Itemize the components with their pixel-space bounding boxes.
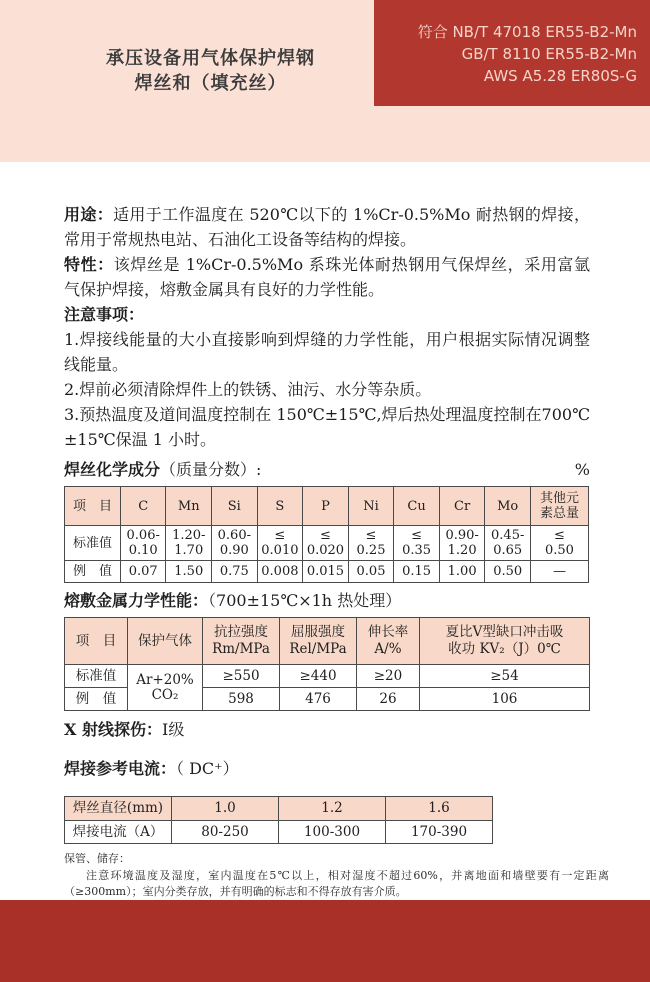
usage-paragraph [64,202,590,252]
cell-line: 0.45- [491,528,525,543]
cell-line: 0.020 [306,543,345,558]
mech-header-gas: 保护气体 [128,618,203,665]
mech-header-impact [420,618,590,665]
product-title-line2: 焊丝和（填充丝） [134,73,287,94]
cell-line: ≤ [554,528,565,543]
mech-ex-elongation: 26 [357,688,420,711]
cell-line: 素总量 [539,506,579,521]
main-content [0,162,650,844]
standard-gbt: GB/T 8110 ER55-B2-Mn [461,45,637,63]
note-2: 2.焊前必须清除焊件上的铁锈、油污、水分等杂质。 [64,380,432,399]
chem-std-mn [166,526,212,561]
mech-header-row [65,618,590,665]
usage-text: 适用于工作温度在 520℃以下的 1%Cr-0.5%Mo 耐热钢的焊接，常用于常规热电站、石油化工设备等结构的焊接。 [64,205,590,249]
cell-line: 屈服强度 [291,624,345,640]
cell-line: 0.25 [356,543,386,558]
chem-example-label: 例 值 [65,561,121,583]
chem-std-ni [348,526,394,561]
cell-line: 0.06- [126,528,160,543]
mech-label: 熔敷金属力学性能： [64,591,209,610]
mech-std-elongation: ≥20 [357,665,420,688]
chem-section-title [64,458,590,482]
cell-line: Rm/MPa [212,641,270,657]
cell-line: 1.20 [447,543,477,558]
chem-ex-si: 0.75 [212,561,258,583]
chem-label-suffix: （质量分数）: [160,460,262,479]
chem-header-cr: Cr [439,487,485,526]
notes-label: 注意事项： [64,305,145,324]
cell-line: 夏比V型缺口冲击吸 [445,624,564,640]
cell-line: 0.90 [219,543,249,558]
chem-std-cu [394,526,440,561]
chem-ex-cu: 0.15 [394,561,440,583]
usage-label: 用途： [64,205,114,224]
current-value-d10: 80-250 [172,821,279,844]
cell-line: ≤ [274,528,286,543]
cell-line: 伸长率 [367,624,409,640]
feature-text: 该焊丝是 1%Cr-0.5%Mo 系珠光体耐热钢用气保焊丝，采用富氩气保护焊接，熔敷金属具有良好的力学性能。 [64,255,590,299]
xray-line [64,718,590,741]
chem-std-s [257,526,303,561]
cell-line: 1.20- [172,528,206,543]
note-1: 1.焊接线能量的大小直接影响到焊缝的力学性能，用户根据实际情况调整线能量。 [64,330,590,374]
chem-header-mn: Mn [166,487,212,526]
feature-paragraph [64,252,590,302]
chem-std-mo [485,526,531,561]
mech-ex-yield: 476 [280,688,357,711]
welding-current-table [64,796,493,844]
chem-standard-row [65,526,589,561]
mech-header-yield [280,618,357,665]
cell-line: 0.35 [402,543,432,558]
cell-line: 0.65 [493,543,523,558]
storage-text: 注意环境温度及湿度，室内温度在5℃以上，相对湿度不超过60%，并离地面和墙壁要有一定距离（≥300mm）；室内分类存放，并有明确的标志和不得存放有害介质。 [64,869,609,898]
mech-std-yield: ≥440 [280,665,357,688]
cell-line: 0.10 [128,543,158,558]
current-label: 焊接参考电流： [64,759,177,778]
current-header-diameter: 焊丝直径(mm) [65,797,172,821]
mech-title-text [64,589,401,613]
mech-label-suffix: （700±15℃×1h 热处理） [208,591,402,610]
storage-label: 保管、储存： [64,852,130,865]
chem-std-cr [439,526,485,561]
mech-header-item: 项 目 [65,618,128,665]
current-header-row [65,797,493,821]
mech-ex-tensile: 598 [203,688,280,711]
xray-value: Ⅰ级 [162,720,185,739]
note-3: 3.预热温度及道间温度控制在 150℃±15℃,焊后热处理温度控制在700℃±15℃保温 1 小时。 [64,405,590,449]
chem-header-cu: Cu [394,487,440,526]
product-title-line1: 承压设备用气体保护焊钢 [106,48,315,69]
chem-header-s: S [257,487,303,526]
feature-label: 特性： [64,255,114,274]
chem-unit: % [574,460,590,479]
standard-aws: AWS A5.28 ER80S-G [483,67,637,85]
footer-red-bar [0,900,650,982]
mech-std-label: 标准值 [65,665,128,688]
current-value-d16: 170-390 [386,821,493,844]
chem-ex-c: 0.07 [120,561,166,583]
cell-line: 收功 KV₂（J）0℃ [448,641,561,657]
mech-std-impact: ≥54 [420,665,590,688]
current-header-d12: 1.2 [279,797,386,821]
current-value-d12: 100-300 [279,821,386,844]
chem-std-other [530,526,588,561]
current-line [64,757,590,780]
current-row-label: 焊接电流（A） [65,821,172,844]
cell-line: Rel/MPa [289,641,347,657]
cell-line: A/% [374,641,402,657]
cell-line: 0.90- [445,528,479,543]
mech-section-title [64,589,590,613]
storage-notes [64,851,609,900]
chem-ex-mn: 1.50 [166,561,212,583]
mechanical-properties-table [64,617,590,711]
mech-gas-cell [128,665,203,711]
chem-ex-p: 0.015 [303,561,349,583]
chem-ex-mo: 0.50 [485,561,531,583]
chem-header-item: 项 目 [65,487,121,526]
cell-line: 抗拉强度 [214,624,268,640]
page-header [0,0,650,162]
cell-line: 其他元 [539,491,579,506]
chem-header-p: P [303,487,349,526]
cell-line: 0.010 [261,543,299,558]
mech-standard-row [65,665,590,688]
current-header-d10: 1.0 [172,797,279,821]
chem-example-row [65,561,589,583]
current-label-suffix: （ DC⁺） [176,759,239,778]
chem-header-row [65,487,589,526]
cell-line: ≤ [365,528,377,543]
mech-ex-impact: 106 [420,688,590,711]
product-title [78,46,343,96]
chem-std-si [212,526,258,561]
chem-std-label: 标准值 [65,526,121,561]
chemical-composition-table [64,486,589,583]
cell-line: ≤ [319,528,331,543]
chem-header-ni: Ni [348,487,394,526]
chem-title-text [64,458,261,482]
mech-example-label: 例 值 [65,688,128,711]
mech-header-tensile [203,618,280,665]
mech-std-tensile: ≥550 [203,665,280,688]
chem-ex-other: — [530,561,588,583]
mech-header-elongation [357,618,420,665]
chem-std-c [120,526,166,561]
cell-line: 1.70 [174,543,204,558]
current-value-row [65,821,493,844]
cell-line: CO₂ [151,686,179,703]
cell-line: Ar+20% [136,671,194,688]
xray-label: X 射线探伤： [64,720,162,739]
cell-line: 0.50 [545,543,574,558]
cell-line: 0.60- [217,528,251,543]
current-header-d16: 1.6 [386,797,493,821]
standard-nbt: 符合 NB/T 47018 ER55-B2-Mn [417,23,637,41]
chem-ex-cr: 1.00 [439,561,485,583]
chem-header-si: Si [212,487,258,526]
chem-header-mo: Mo [485,487,531,526]
cell-line: ≤ [411,528,423,543]
chem-header-c: C [120,487,166,526]
chem-std-p [303,526,349,561]
standards-box [374,0,650,106]
chem-header-other [530,487,588,526]
chem-label: 焊丝化学成分 [64,460,161,479]
chem-ex-ni: 0.05 [348,561,394,583]
chem-ex-s: 0.008 [257,561,303,583]
